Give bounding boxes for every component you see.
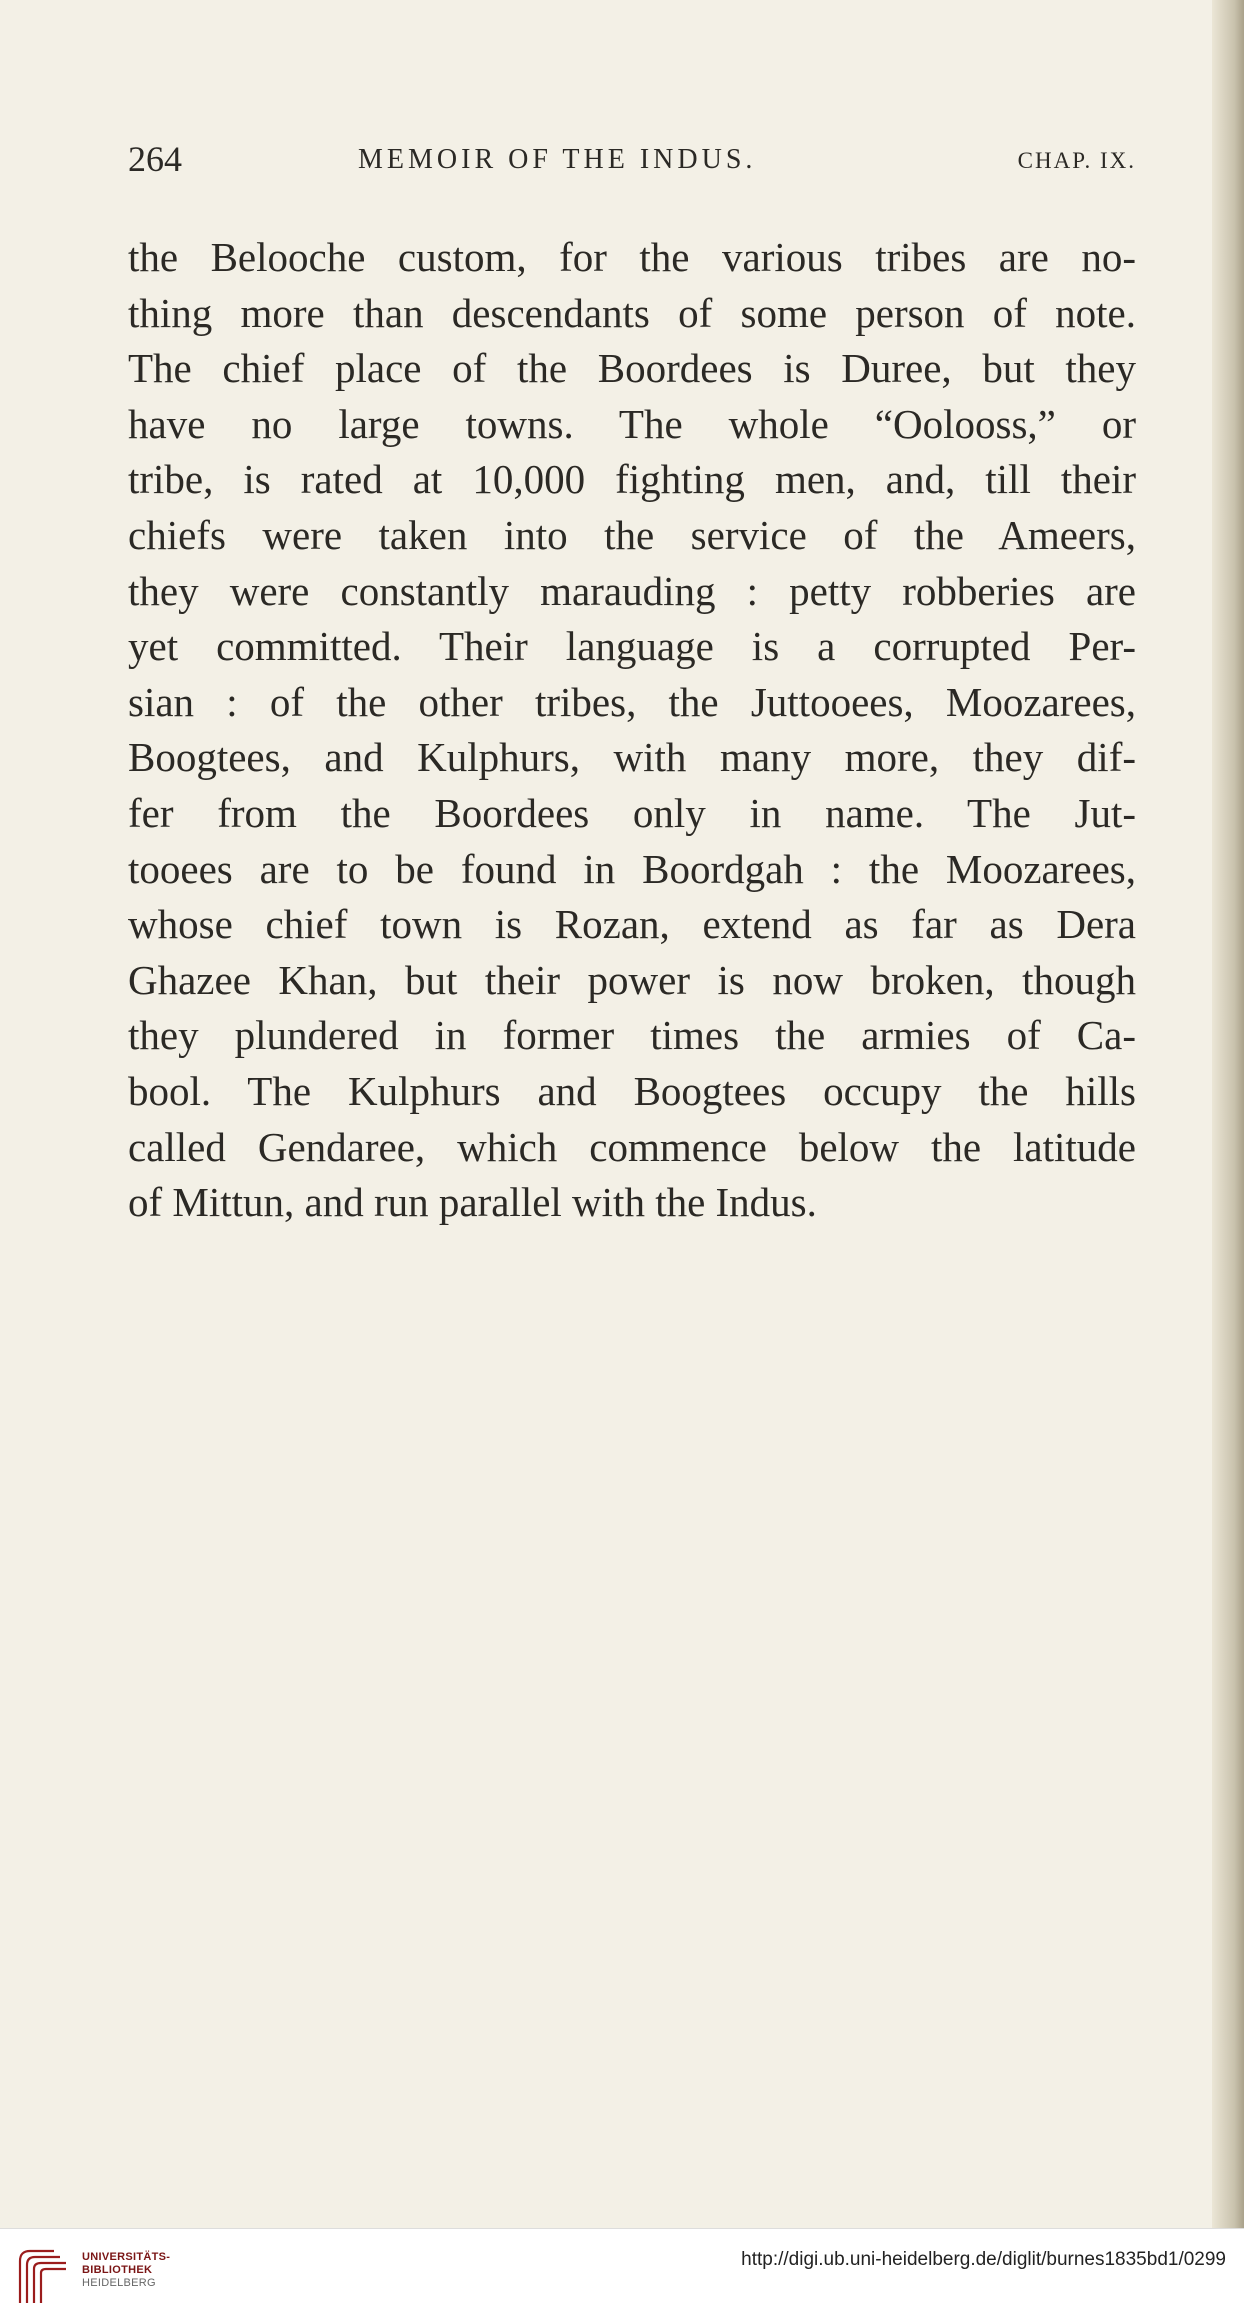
text-line: whose chief town is Rozan, extend as far as Dera — [128, 901, 1136, 948]
text-line: thing more than descendants of some person of note. — [128, 289, 1136, 336]
text-line: fer from the Boordees only in name. The Jut- — [128, 789, 1136, 836]
text-line: called Gendaree, which commence below the latitude — [128, 1123, 1136, 1170]
digitization-footer — [0, 2228, 1244, 2318]
text-line: of Mittun, and run parallel with the Indus. — [128, 1179, 817, 1226]
text-line: sian : of the other tribes, the Juttooees, Moozarees, — [128, 678, 1136, 725]
text-line: yet committed. Their language is a corrupted Per- — [128, 623, 1136, 670]
university-library-logo-icon[interactable] — [14, 2245, 72, 2307]
chapter-label: CHAP. IX. — [1017, 148, 1136, 173]
library-city: HEIDELBERG — [82, 2277, 156, 2289]
text-line: the Belooche custom, for the various tribes are no- — [128, 234, 1136, 280]
body-paragraph — [128, 230, 1136, 1231]
text-line: tooees are to be found in Boordgah : the Moozarees, — [128, 845, 1136, 892]
text-line: chiefs were taken into the service of the Ameers, — [128, 511, 1136, 558]
text-line: bool. The Kulphurs and Boogtees occupy the hills — [128, 1067, 1136, 1114]
text-line: tribe, is rated at 10,000 fighting men, and, till their — [128, 456, 1136, 503]
library-name-line: UNIVERSITÄTS- — [82, 2251, 171, 2263]
running-title: MEMOIR OF THE INDUS. — [358, 144, 757, 175]
library-name-line: BIBLIOTHEK — [82, 2264, 153, 2276]
source-url-link[interactable]: http://digi.ub.uni-heidelberg.de/diglit/burnes1835bd1/0299 — [741, 2249, 1226, 2270]
text-line: they were constantly marauding : petty robberies are — [128, 567, 1136, 614]
page-edge — [1212, 0, 1244, 2228]
running-header — [128, 138, 1136, 188]
text-line: have no large towns. The whole “Oolooss,” or — [128, 400, 1136, 447]
text-line: The chief place of the Boordees is Duree, but they — [128, 345, 1136, 392]
library-name — [82, 2251, 170, 2290]
text-line: they plundered in former times the armies of Ca- — [128, 1012, 1136, 1059]
text-line: Boogtees, and Kulphurs, with many more, they dif- — [128, 734, 1136, 781]
text-line: Ghazee Khan, but their power is now broken, though — [128, 956, 1136, 1003]
page-number: 264 — [128, 139, 182, 179]
